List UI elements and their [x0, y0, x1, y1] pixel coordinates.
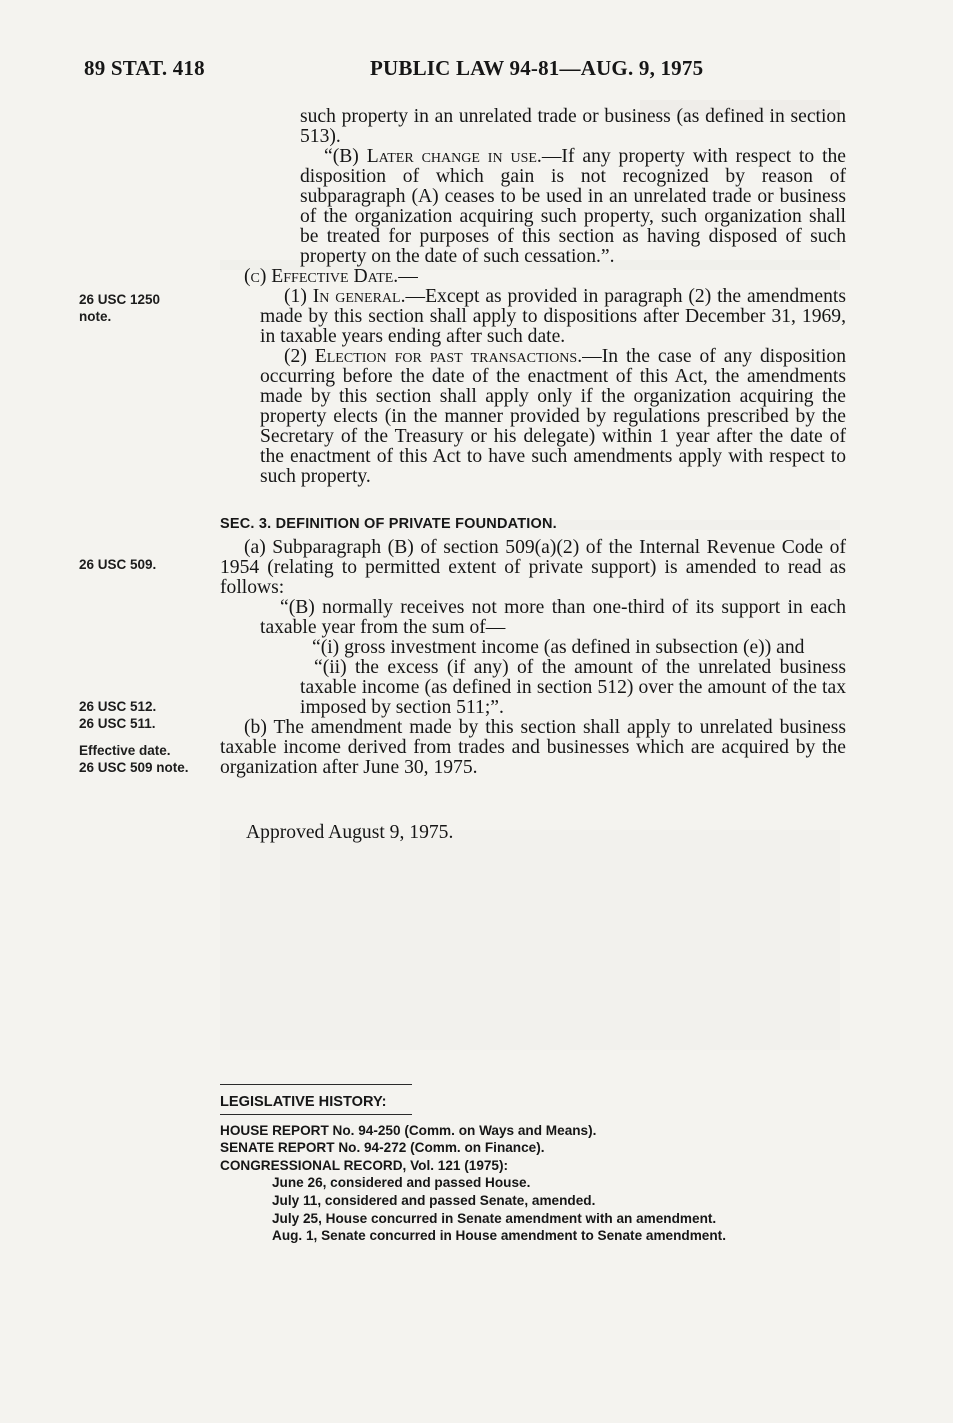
- approval-date: Approved August 9, 1975.: [246, 822, 454, 843]
- margin-note-line: 26 USC 509 note.: [79, 760, 189, 775]
- section-heading: SEC. 3. DEFINITION OF PRIVATE FOUNDATION.: [220, 516, 557, 532]
- record-event: June 26, considered and passed House.: [272, 1175, 531, 1191]
- subheading: (c) Effective Date.: [244, 266, 399, 287]
- margin-note-line: Effective date.: [79, 743, 171, 758]
- paragraph-b: (b) The amendment made by this section shall apply to unrelated business taxable income derived from trades and businesses which are acquired by the organization after June 30, 1975.: [220, 717, 846, 778]
- paragraph-text: —In the case of any disposition occurring before the date of the enactment of this Act, the amendments made by this section shall apply only if the organization acquiring the property elects (in the manner provided by regulations prescribed by the Secretary of the Treasury or his delegate) within 1 year after the date of the enactment of this Act to have such amendments apply with respect to such property.: [260, 346, 846, 487]
- margin-note-line: 26 USC 511.: [79, 716, 156, 731]
- clause-text: “(i) gross investment income (as defined in subsection (e)) and: [312, 637, 805, 658]
- record-event: July 25, House concurred in Senate amendment with an amendment.: [272, 1210, 717, 1226]
- paragraph-later-change: [220, 147, 846, 267]
- legislative-history: [220, 1094, 726, 1245]
- subheading: (1) In general.: [284, 286, 406, 307]
- section-3-block: [220, 514, 846, 778]
- divider: [220, 1084, 412, 1085]
- paragraph-in-general: [220, 287, 846, 347]
- divider: [220, 1114, 412, 1115]
- paragraph-past-transactions: [220, 347, 846, 487]
- paragraph-effective-date: [220, 267, 846, 287]
- paragraph-a: (a) Subparagraph (B) of section 509(a)(2) of the Internal Revenue Code of 1954 (relating to permitted extent of private support) is amended to read as follows:: [220, 537, 846, 598]
- senate-report: SENATE REPORT No. 94-272 (Comm. on Finance).: [220, 1140, 545, 1156]
- paragraph-text: —Except as provided in paragraph (2) the amendments made by this section shall apply to dispositions after December 31, 1969, in taxable years ending after such date.: [260, 286, 846, 347]
- main-text-block: [220, 107, 846, 487]
- public-law-title: PUBLIC LAW 94-81—AUG. 9, 1975: [370, 56, 704, 80]
- margin-note-effective-date: [79, 742, 189, 776]
- stat-citation: 89 STAT. 418: [84, 56, 205, 80]
- paragraph-continuation: such property in an unrelated trade or business (as defined in section 513).: [300, 106, 846, 147]
- quoted-clause-ii: “(ii) the excess (if any) of the amount of the unrelated business taxable income (as defined in section 512) over the amount of the tax imposed by section 511;”.: [300, 657, 846, 718]
- record-event: July 11, considered and passed Senate, amended.: [272, 1192, 596, 1208]
- congressional-record: CONGRESSIONAL RECORD, Vol. 121 (1975):: [220, 1157, 509, 1173]
- margin-note-line: 26 USC 1250: [79, 292, 161, 307]
- paragraph-text: —If any property with respect to the disposition of which gain is not recognized by reason of subparagraph (A) ceases to be used in an unrelated trade or business of the organization acquiring such property, such organization shall be treated for purposes of this section as having disposed of such property on the date of such cessation.”.: [300, 146, 847, 267]
- margin-note-512-511: [79, 698, 156, 732]
- margin-note-line: note.: [79, 309, 112, 324]
- page-header: [84, 56, 864, 86]
- record-event: Aug. 1, Senate concurred in House amendment to Senate amendment.: [272, 1228, 726, 1244]
- dash: —: [398, 266, 418, 287]
- legislative-history-title: LEGISLATIVE HISTORY:: [220, 1094, 387, 1110]
- subheading: “(B) Later change in use.: [324, 146, 542, 167]
- subheading: (2) Election for past transactions.: [284, 346, 583, 367]
- quoted-clause-i: [220, 638, 846, 658]
- margin-note-line: 26 USC 512.: [79, 699, 157, 714]
- margin-note-1250: [79, 291, 160, 325]
- margin-note-509: 26 USC 509.: [79, 557, 157, 572]
- quoted-subparagraph-b: “(B) normally receives not more than one-third of its support in each taxable year from the sum of—: [260, 597, 846, 638]
- house-report: HOUSE REPORT No. 94-250 (Comm. on Ways and Means).: [220, 1122, 597, 1138]
